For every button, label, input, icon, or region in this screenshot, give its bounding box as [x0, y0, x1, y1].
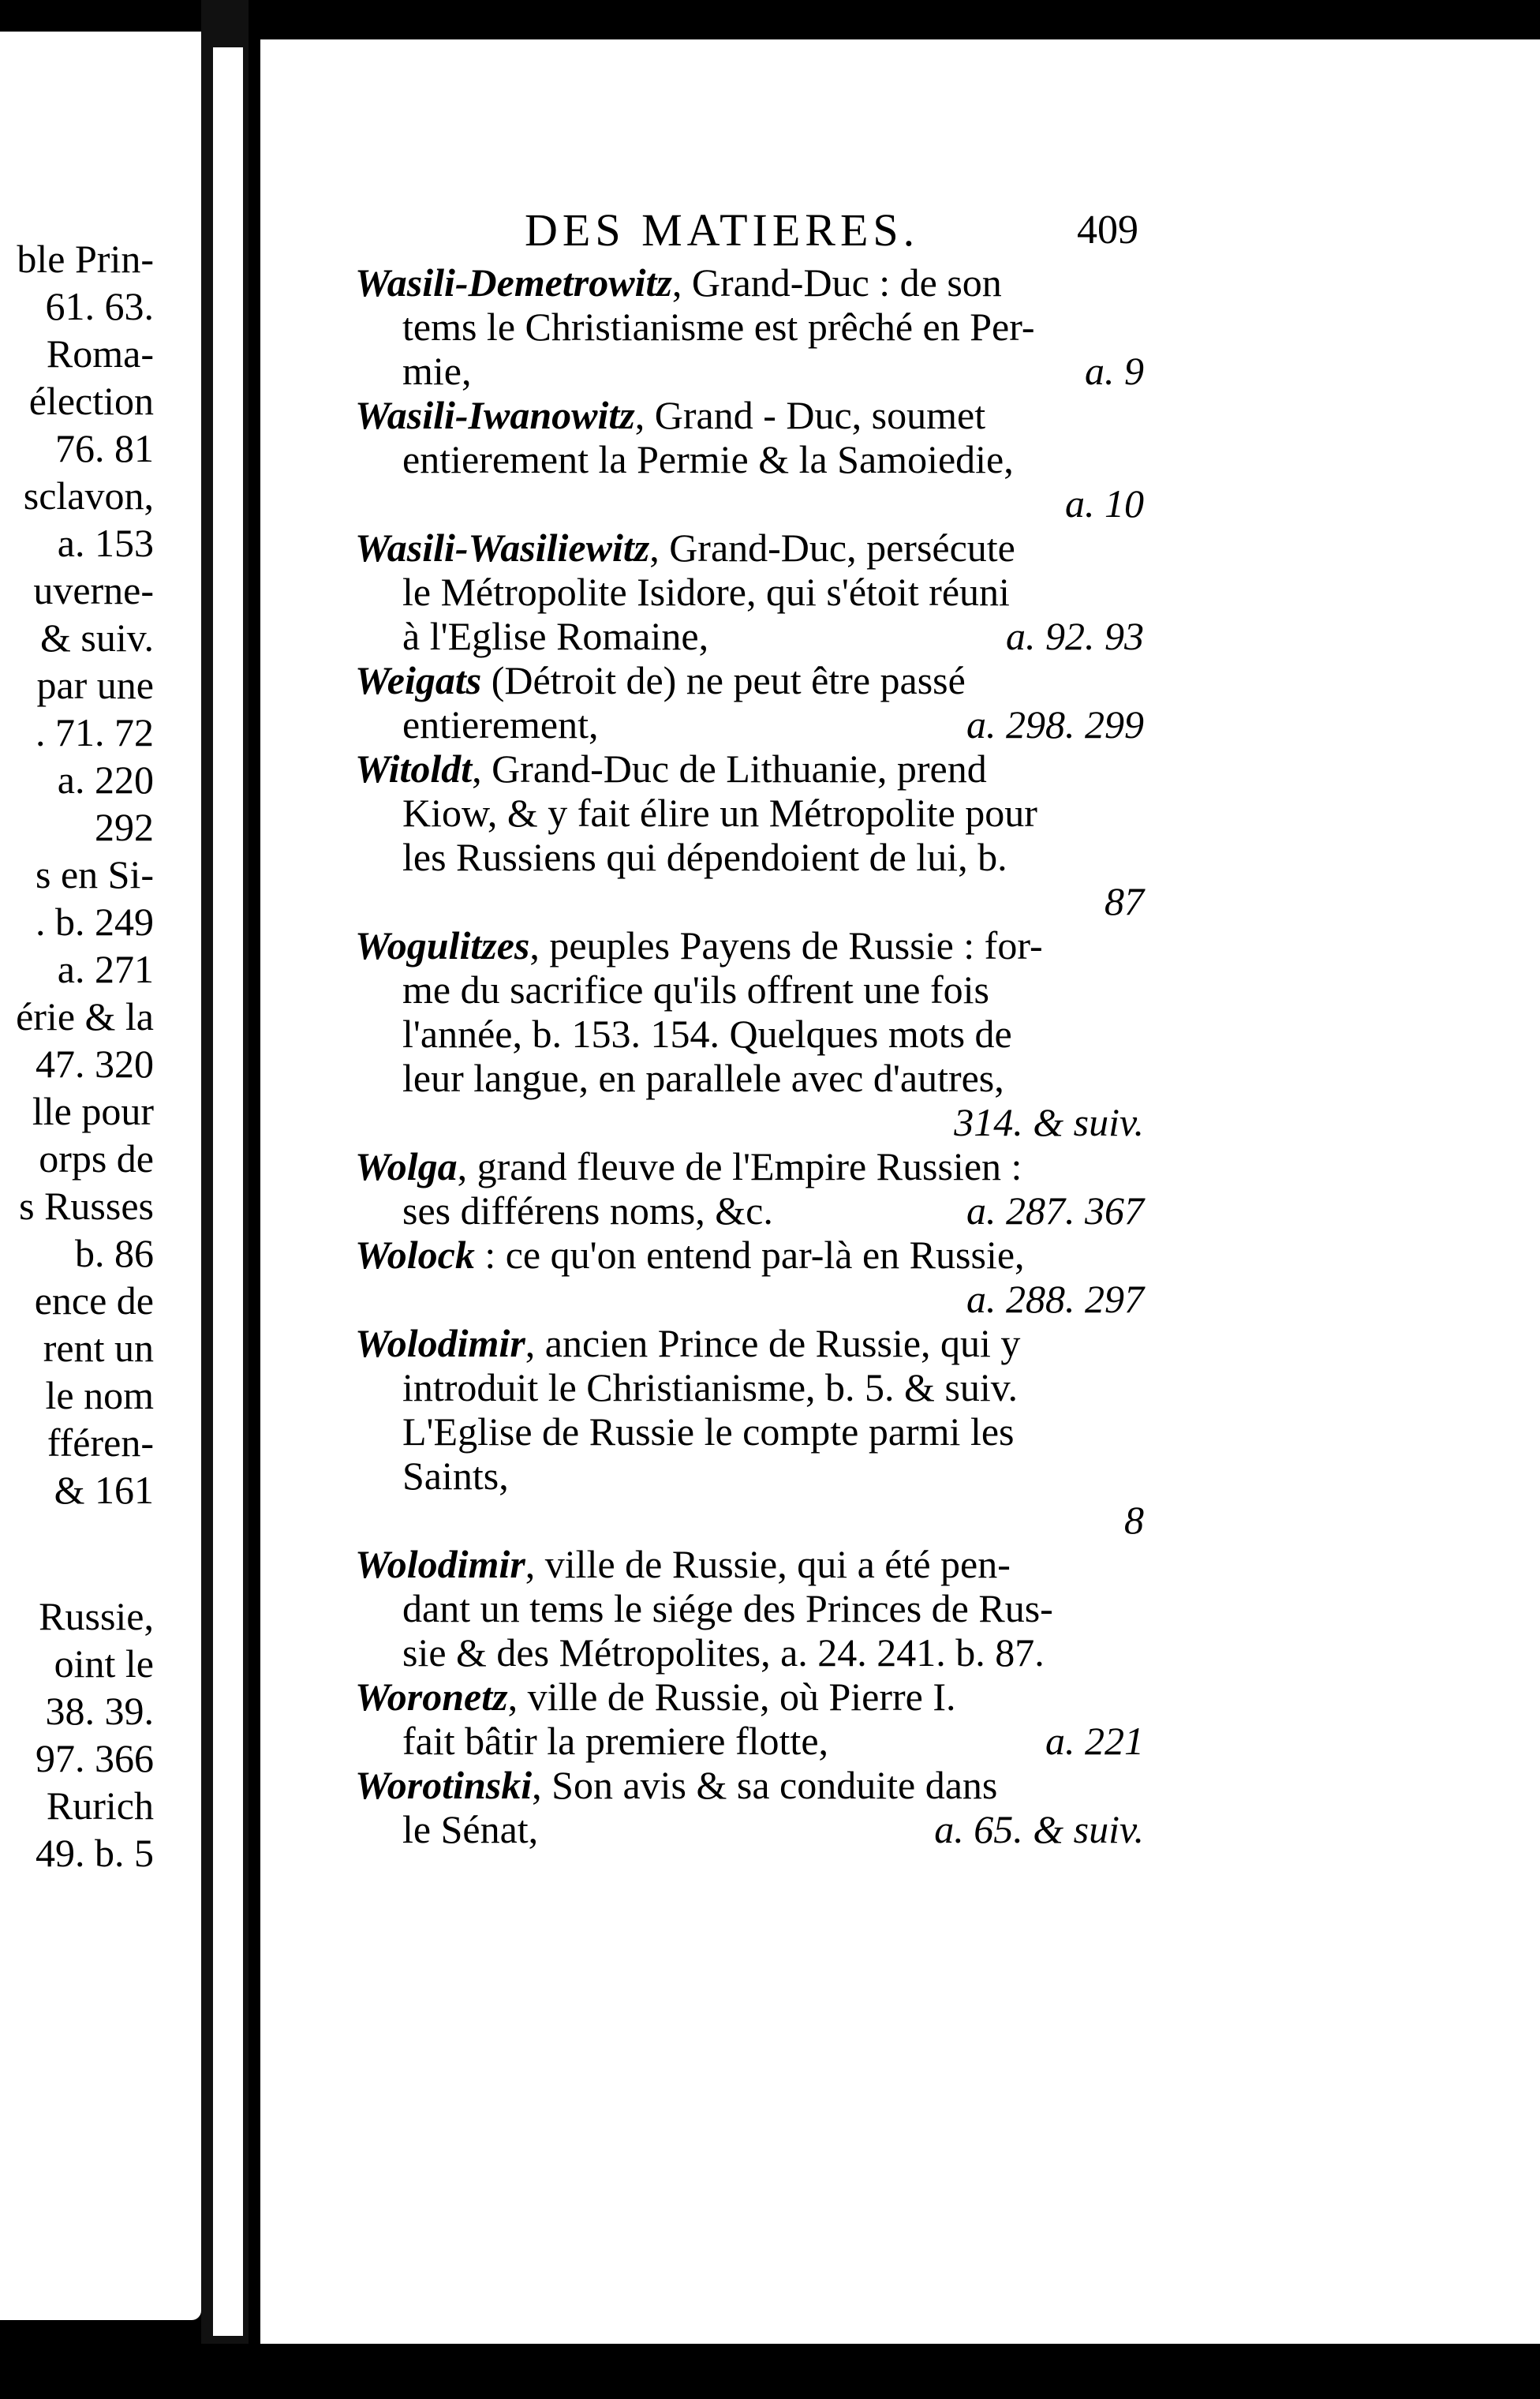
index-entry [355, 260, 1144, 393]
entry-text: , ville de Russie, qui a été pen- [525, 1542, 1011, 1586]
entry-text: mie, [402, 349, 472, 393]
entry-text: , Grand-Duc de Lithuanie, prend [472, 747, 987, 791]
entry-text: introduit le Christianisme, b. 5. & suiv. [402, 1365, 1019, 1409]
entry-text: , ancien Prince de Russie, qui y [525, 1321, 1021, 1365]
entry-line [355, 1365, 1144, 1409]
entry-text: les Russiens qui dépendoient de lui, b. [402, 835, 1007, 879]
left-page-fragment: oint le [54, 1641, 154, 1686]
entry-line [355, 1675, 1144, 1719]
page-edge [213, 47, 243, 2336]
entry-text: leur langue, en parallele avec d'autres, [402, 1056, 1004, 1100]
left-page-fragment: 292 [95, 805, 154, 849]
entry-text: , Grand-Duc : de son [671, 260, 1002, 305]
left-page-fragment: ence de [34, 1278, 154, 1323]
entry-line [355, 260, 1144, 305]
entry-text: ses différens noms, &c. [402, 1188, 773, 1233]
left-page-fragment: . b. 249 [36, 900, 154, 944]
entry-page-reference: a. 221 [1045, 1719, 1144, 1763]
entry-page-reference: a. 65. & suiv. [934, 1807, 1144, 1851]
entry-page-reference: a. 92. 93 [1006, 614, 1144, 658]
entry-text: dant un tems le siége des Princes de Rus- [402, 1586, 1053, 1630]
entry-line [355, 1630, 1144, 1675]
entry-line [355, 1056, 1144, 1100]
left-page-fragment: le nom [45, 1373, 154, 1417]
index-entry [355, 1675, 1144, 1763]
entry-text: Saints, [402, 1454, 509, 1498]
left-page-fragment: 97. 366 [36, 1736, 154, 1780]
entry-line [355, 570, 1144, 614]
left-page-fragment: érie & la [16, 994, 154, 1039]
entry-text: me du sacrifice qu'ils offrent une fois [402, 967, 989, 1012]
entry-headword: Wolodimir [355, 1321, 525, 1365]
entry-text: entierement la Permie & la Samoiedie, [402, 437, 1014, 481]
entry-page-reference: a. 287. 367 [966, 1188, 1144, 1233]
entry-line [355, 1763, 1144, 1807]
index-entry [355, 1144, 1144, 1233]
entry-line [355, 1586, 1144, 1630]
entry-headword: Wolga [355, 1144, 458, 1188]
entry-text: , ville de Russie, où Pierre I. [507, 1675, 956, 1719]
entry-line [355, 702, 1144, 747]
left-page-fragment: a. 153 [57, 521, 154, 565]
entry-page-reference: a. 9 [1085, 349, 1144, 393]
index-entry [355, 747, 1144, 923]
entry-line [355, 393, 1144, 437]
entry-line [355, 1321, 1144, 1365]
entry-text: (Détroit de) ne peut être passé [481, 658, 966, 702]
entry-line [355, 1144, 1144, 1188]
index-entry [355, 923, 1144, 1144]
entry-line [355, 614, 1144, 658]
entry-headword: Wasili-Wasiliewitz [355, 526, 650, 570]
entry-text: sie & des Métropolites, a. 24. 241. b. 87. [402, 1630, 1045, 1675]
entry-line [355, 967, 1144, 1012]
entry-line [355, 879, 1144, 923]
entry-line [355, 1277, 1144, 1321]
entry-headword: Woronetz [355, 1675, 508, 1719]
left-page-fragment: 76. 81 [55, 426, 154, 470]
entry-text: l'année, b. 153. 154. Quelques mots de [402, 1012, 1012, 1056]
index-entry [355, 526, 1144, 658]
entry-text: : ce qu'on entend par-là en Russie, [474, 1233, 1025, 1277]
entry-text: , peuples Payens de Russie : for- [529, 923, 1043, 967]
entry-text: L'Eglise de Russie le compte parmi les [402, 1409, 1015, 1454]
entry-headword: Witoldt [355, 747, 473, 791]
entry-page-reference: 87 [1105, 879, 1144, 923]
entry-text: Kiow, & y fait élire un Métropolite pour [402, 791, 1037, 835]
index-entry [355, 658, 1144, 747]
left-page-fragment: a. 220 [57, 758, 154, 802]
entry-line [355, 526, 1144, 570]
left-page-fragment: sclavon, [23, 473, 154, 518]
left-page-fragment: rent un [43, 1326, 154, 1370]
left-page-fragment: Russie, [39, 1594, 154, 1638]
entry-line [355, 1454, 1144, 1498]
index-entry [355, 1321, 1144, 1542]
entry-line [355, 305, 1144, 349]
entry-text: tems le Christianisme est prêché en Per- [402, 305, 1035, 349]
index-entry [355, 393, 1144, 526]
entry-line [355, 835, 1144, 879]
entry-page-reference: a. 298. 299 [966, 702, 1144, 747]
entry-headword: Worotinski [355, 1763, 533, 1807]
entry-text: le Métropolite Isidore, qui s'étoit réuni [402, 570, 1010, 614]
entry-text: le Sénat, [402, 1807, 539, 1851]
entry-text: , grand fleuve de l'Empire Russien : [457, 1144, 1022, 1188]
entry-page-reference: a. 288. 297 [966, 1277, 1144, 1321]
entry-line [355, 1188, 1144, 1233]
entry-line [355, 1807, 1144, 1851]
entry-line [355, 923, 1144, 967]
left-page-fragment: b. 86 [75, 1231, 154, 1275]
left-page-fragment: a. 271 [57, 947, 154, 991]
header-title: DES MATIERES. [525, 204, 920, 256]
entry-text: , Grand-Duc, persécute [649, 526, 1015, 570]
left-page-fragment: . 71. 72 [36, 710, 154, 754]
index-entry [355, 1542, 1144, 1675]
left-page-fragment: 61. 63. [45, 284, 154, 328]
entry-line [355, 1100, 1144, 1144]
index-entry [355, 1233, 1144, 1321]
left-page-fragment: lle pour [32, 1089, 154, 1133]
entry-page-reference: 314. & suiv. [954, 1100, 1144, 1144]
entry-text: , Son avis & sa conduite dans [532, 1763, 998, 1807]
running-header [525, 204, 1314, 259]
entry-line [355, 1542, 1144, 1586]
entry-page-reference: a. 10 [1065, 481, 1144, 526]
page-number: 409 [1077, 208, 1138, 253]
scan-border [0, 2344, 1540, 2399]
entry-line [355, 658, 1144, 702]
left-page-fragment: uverne- [33, 568, 154, 612]
entry-headword: Wogulitzes [355, 923, 530, 967]
entry-line [355, 1719, 1144, 1763]
entry-headword: Wasili-Demetrowitz [355, 260, 672, 305]
left-page-fragment: élection [28, 379, 154, 423]
entry-headword: Wolodimir [355, 1542, 525, 1586]
entry-line [355, 747, 1144, 791]
entry-headword: Weigats [355, 658, 482, 702]
entry-line [355, 1409, 1144, 1454]
left-page [0, 32, 201, 2320]
left-page-fragment: orps de [39, 1136, 154, 1181]
entry-text: fait bâtir la premiere flotte, [402, 1719, 829, 1763]
entry-line [355, 1012, 1144, 1056]
left-page-fragment: par une [36, 663, 154, 707]
entry-headword: Wolock [355, 1233, 475, 1277]
left-page-fragment: 38. 39. [45, 1689, 154, 1733]
entry-line [355, 791, 1144, 835]
entry-line [355, 437, 1144, 481]
entry-page-reference: 8 [1124, 1498, 1144, 1542]
entry-line [355, 1233, 1144, 1277]
left-page-fragment: & suiv. [40, 616, 154, 660]
entry-headword: Wasili-Iwanowitz [355, 393, 635, 437]
left-page-fragment: Rurich [46, 1783, 154, 1828]
entry-text: à l'Eglise Romaine, [402, 614, 709, 658]
entry-line [355, 481, 1144, 526]
left-page-fragment: Roma- [46, 331, 154, 376]
left-page-fragment: s Russes [19, 1184, 154, 1228]
left-page-fragment: & 161 [54, 1468, 154, 1512]
entry-text: entierement, [402, 702, 599, 747]
left-page-fragment: 47. 320 [36, 1042, 154, 1086]
index-entry [355, 1763, 1144, 1851]
entry-line [355, 1498, 1144, 1542]
left-page-fragment: fféren- [47, 1420, 154, 1465]
left-page-fragment: ble Prin- [17, 237, 154, 281]
left-page-fragment: s en Si- [36, 852, 154, 896]
entry-line [355, 349, 1144, 393]
left-page-fragment: 49. b. 5 [36, 1831, 154, 1875]
entry-text: , Grand - Duc, soumet [634, 393, 986, 437]
